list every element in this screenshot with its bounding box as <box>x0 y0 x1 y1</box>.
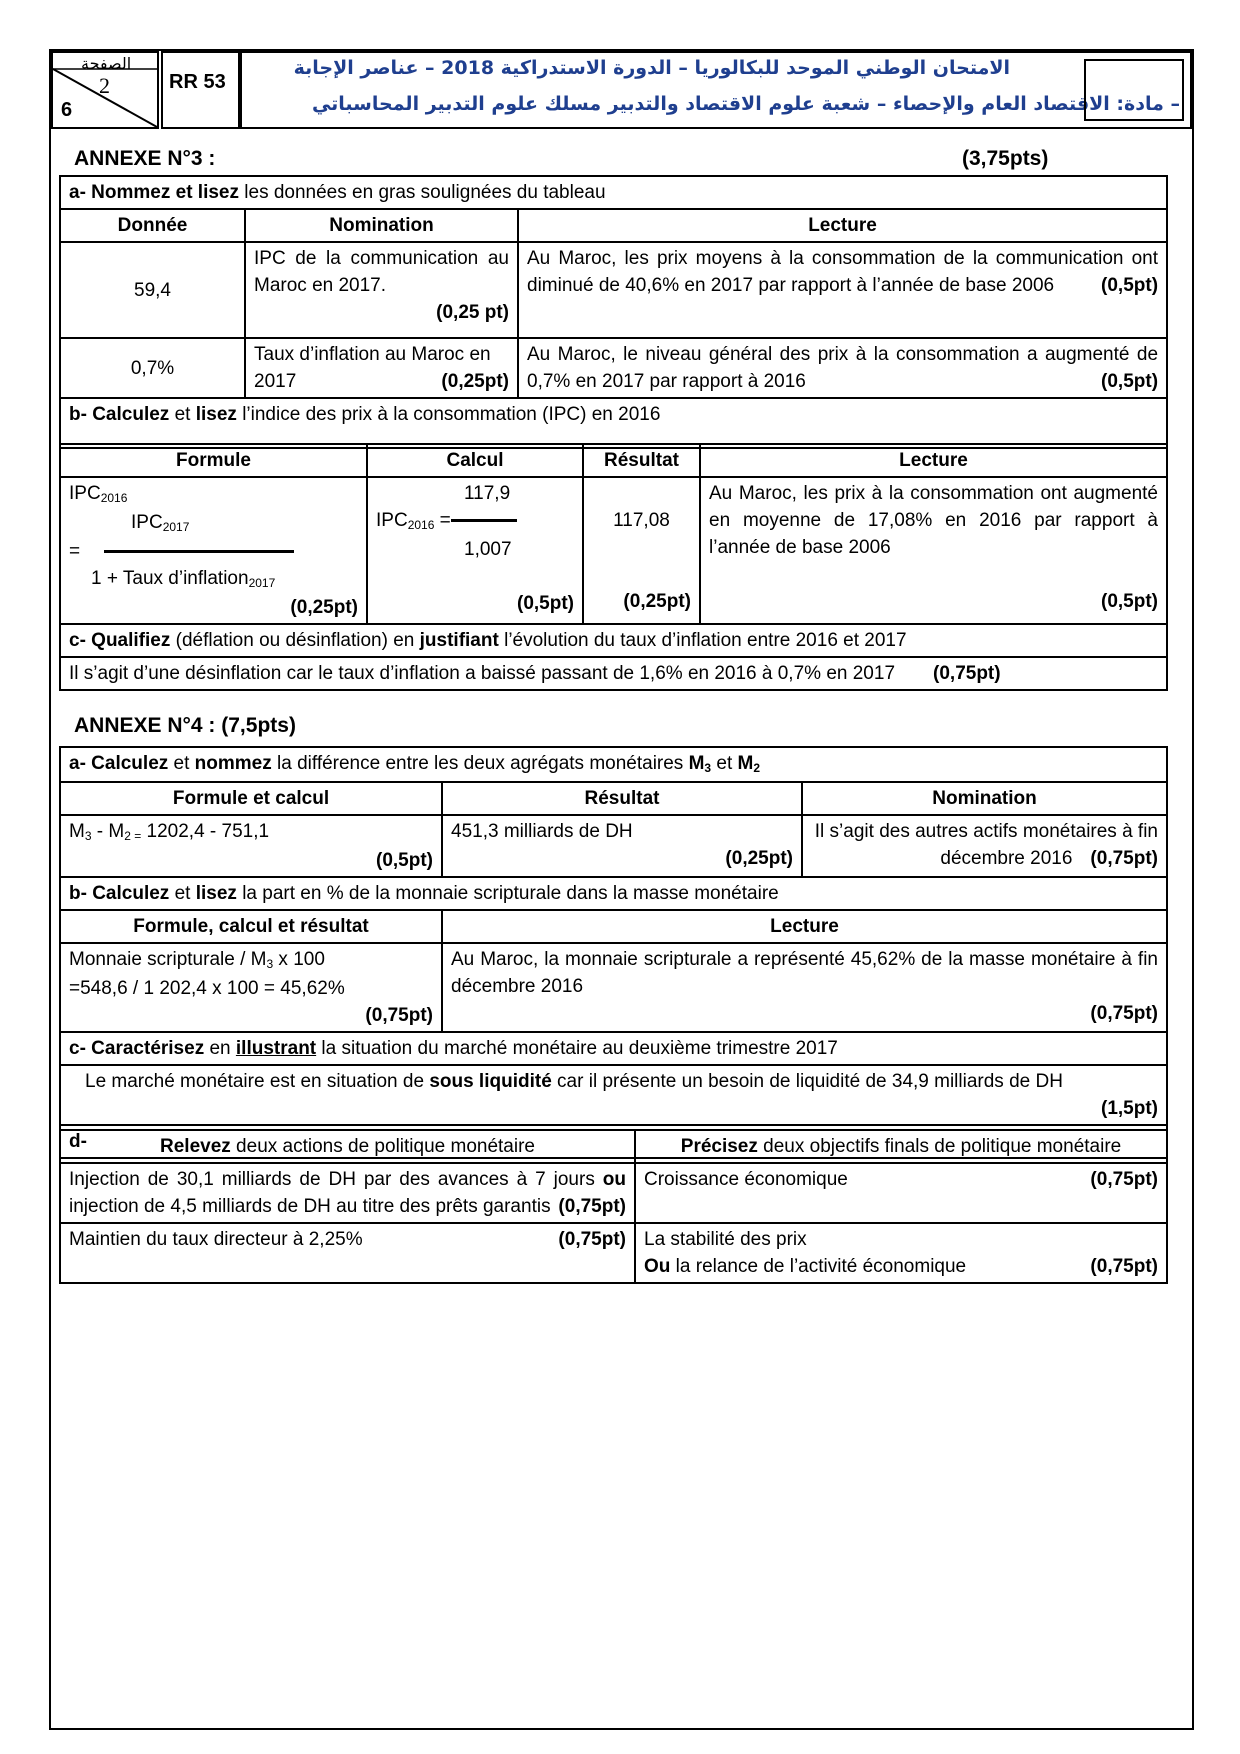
annex3-answer-c: Il s’agit d’une désinflation car le taux d’inflation a baissé passant de 1,6% en 2016 à 0,7% en 2017 (0,75pt) <box>60 657 1167 690</box>
lecture-cell: Au Maroc, les prix à la consommation ont augmenté en moyenne de 17,08% en 2016 par rapport à l’année de base 2006 (0,5pt) <box>700 477 1167 624</box>
lecture-cell: Au Maroc, la monnaie scripturale a représenté 45,62% de la masse monétaire à fin décembre 2016 (0,75pt) <box>442 943 1167 1032</box>
header-actions: Relevez deux actions de politique monétaire <box>60 1130 635 1163</box>
table-row-nomination: IPC de la communication au Maroc en 2017. (0,25 pt) <box>245 242 518 338</box>
annex3-question-b: b- Calculez et lisez l’indice des prix à la consommation (IPC) en 2016 <box>60 398 1167 448</box>
header-donnee: Donnée <box>60 209 245 242</box>
formule-cell: Monnaie scripturale / $M_3$ x 100 =548,6 / 1 202,4 x 100 = 45,62% (0,75pt) <box>60 943 442 1032</box>
annex4-question-d: d- <box>60 1125 1167 1158</box>
annex3-table-a <box>59 175 1168 449</box>
annex4-table-a <box>59 746 1168 1159</box>
header-formule-calcul: Formule et calcul <box>60 782 442 815</box>
page-number-box <box>51 51 159 129</box>
header-objectifs: Précisez deux objectifs finals de politique monétaire <box>635 1130 1167 1163</box>
header-formule: Formule <box>60 444 367 477</box>
exam-title-line1: الامتحان الوطني الموحد للبكالوريا – الدورة الاستدراكية 2018 – عناصر الإجابة <box>293 57 1010 79</box>
calcul-cell: 117,9 $IPC_{2016}$ = 1,007 (0,5pt) <box>367 477 583 624</box>
header-lecture: Lecture <box>518 209 1167 242</box>
annex4-question-b: b- Calculez et lisez la part en % de la monnaie scripturale dans la masse monétaire <box>60 877 1167 910</box>
exam-title-line2: – مادة: الاقتصاد العام والإحصاء – شعبة علوم الاقتصاد والتدبير مسلك علوم التدبير المحاسباتي <box>311 93 1180 115</box>
table-row-lecture: Au Maroc, le niveau général des prix à la consommation a augmenté de 0,7% en 2017 par rapport à 2016 (0,5pt) <box>518 338 1167 398</box>
action-cell: Injection de 30,1 milliards de DH par des avances à 7 jours ou injection de 4,5 milliards de DH au titre des prêts garantis (0,75pt) <box>60 1163 635 1223</box>
formule-calcul-cell: $M_3 - M_{2 =}$ 1202,4 - 751,1 (0,5pt) <box>60 815 442 877</box>
annex3-title: ANNEXE N°3 : <box>74 147 216 170</box>
annex4-title: ANNEXE N°4 : (7,5pts) <box>74 714 296 737</box>
header-nomination: Nomination <box>245 209 518 242</box>
annex3-question-a: a- Nommez et lisez les données en gras soulignées du tableau <box>60 176 1167 209</box>
total-pages: 6 <box>61 99 73 121</box>
header-nomination: Nomination <box>802 782 1167 815</box>
page-number: 2 <box>99 73 110 98</box>
header-calcul: Calcul <box>367 444 583 477</box>
table-row-donnee: 59,4 <box>60 242 245 338</box>
annex3-question-c: c- Qualifiez (déflation ou désinflation) en justifiant l’évolution du taux d’inflation entre 2016 et 2017 <box>60 624 1167 657</box>
formule-cell: $IPC_{2016}$ $IPC_{2017}$ = 1 + Taux d’inflation$_{2017}$ (0,25pt) <box>60 477 367 624</box>
annex3-table-b <box>59 443 1168 691</box>
annex4-question-c: c- Caractérisez en illustrant la situation du marché monétaire au deuxième trimestre 2017 <box>60 1032 1167 1065</box>
nomination-cell: Il s’agit des autres actifs monétaires à fin décembre 2016 (0,75pt) <box>802 815 1167 877</box>
page-label: الصفحة <box>81 54 132 73</box>
resultat-cell: 117,08 (0,25pt) <box>583 477 700 624</box>
annex4-answer-c: Le marché monétaire est en situation de sous liquidité car il présente un besoin de liquidité de 34,9 milliards de DH (1,5pt) <box>60 1065 1167 1125</box>
annex4-table-d <box>59 1129 1168 1284</box>
table-row-donnee: 0,7% <box>60 338 245 398</box>
action-cell: Maintien du taux directeur à 2,25% (0,75pt) <box>60 1223 635 1283</box>
empty-box <box>1084 59 1184 121</box>
table-row-nomination: Taux d’inflation au Maroc en 2017 (0,25pt) <box>245 338 518 398</box>
header-resultat: Résultat <box>442 782 802 815</box>
exam-title-box <box>240 51 1192 129</box>
exam-code: RR 53 <box>169 71 226 93</box>
exam-code-box <box>161 51 240 129</box>
header-formule-calcul-resultat: Formule, calcul et résultat <box>60 910 442 943</box>
header-resultat: Résultat <box>583 444 700 477</box>
resultat-cell: 451,3 milliards de DH (0,25pt) <box>442 815 802 877</box>
objectif-cell: La stabilité des prix Ou la relance de l’activité économique (0,75pt) <box>635 1223 1167 1283</box>
header-lecture: Lecture <box>442 910 1167 943</box>
annex3-points: (3,75pts) <box>962 147 1049 170</box>
objectif-cell: Croissance économique (0,75pt) <box>635 1163 1167 1223</box>
table-row-lecture: Au Maroc, les prix moyens à la consommation de la communication ont diminué de 40,6% en 2017 par rapport à l’année de base 2006 (0,5pt) <box>518 242 1167 338</box>
header-lecture: Lecture <box>700 444 1167 477</box>
annex4-question-a: a- Calculez et nommez la différence entre les deux agrégats monétaires $M_3$ et $M_2$ <box>60 747 1167 782</box>
